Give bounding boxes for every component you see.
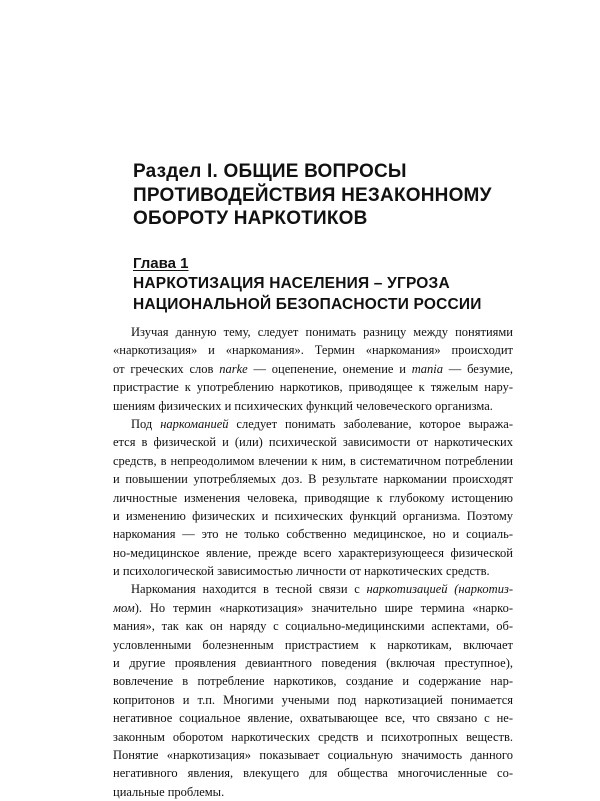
text-line: от греческих слов narke — оцепенение, онемение и mania — безумие, xyxy=(113,361,513,376)
text-line: пристрастие к употреблению наркотиков, приводящее к тяжелым нару- xyxy=(113,380,513,395)
section-title-line: Раздел I. ОБЩИЕ ВОПРОСЫ xyxy=(133,161,407,182)
text-line: и изменению физических и психических функций организма. Поэтому xyxy=(113,508,513,523)
text-line: Изучая данную тему, следует понимать разницу между понятиями xyxy=(131,325,513,339)
text-line: «наркотизация» и «наркомания». Термин «наркомания» происходит xyxy=(113,343,513,358)
text-line: и другие проявления девиантного поведения (включая преступное), xyxy=(113,656,513,671)
text-line: мом). Но термин «наркотизация» значительно шире термина «нарко- xyxy=(113,600,513,615)
body-text xyxy=(113,323,513,801)
text-line: средств, в непреодолимом влечении к ним, в систематичном потреблении xyxy=(113,453,513,468)
text-line: Понятие «наркотизация» показывает социальную значимость данного xyxy=(113,747,513,762)
italic-term: мом xyxy=(113,600,135,615)
chapter-title-line: НАЦИОНАЛЬНОЙ БЕЗОПАСНОСТИ РОССИИ xyxy=(133,296,482,313)
chapter-title xyxy=(133,273,573,315)
section-title xyxy=(133,160,573,231)
italic-term: наркотизацией (наркотиз- xyxy=(366,582,513,597)
text-line: законным оборотом наркотических средств и психотропных веществ. xyxy=(113,729,513,744)
text-line: ется в физической и (или) психической зависимости от наркотических xyxy=(113,435,513,450)
text-line: шениям физических и психических функций человеческого организма. xyxy=(113,398,493,413)
text-line: мания», так как он наряду с социально-медицинскими аспектами, об- xyxy=(113,619,513,634)
italic-term: mania xyxy=(411,361,443,376)
text-line: негативное социальное явление, охватывающее все, что связано с не- xyxy=(113,711,513,726)
text-line: негативного явления, влекущего для общества многочисленные со- xyxy=(113,766,513,781)
text-line: и психологической зависимостью личности от наркотических средств. xyxy=(113,564,490,579)
section-title-line: ОБОРОТУ НАРКОТИКОВ xyxy=(133,208,368,229)
text-line: личностные изменения человека, приводящие к глубокому истощению xyxy=(113,490,513,505)
italic-term: narke xyxy=(219,361,248,376)
italic-term: наркоманией xyxy=(160,416,229,431)
section-title-line: ПРОТИВОДЕЙСТВИЯ НЕЗАКОННОМУ xyxy=(133,184,492,206)
text-line: вовлечение в потребление наркотиков, создание и содержание нар- xyxy=(113,674,513,689)
text-line: циальные проблемы. xyxy=(113,784,225,799)
text-line: наркомания — это не только собственно медицинское, но и социаль- xyxy=(113,527,513,542)
chapter-label: Глава 1 xyxy=(133,255,189,272)
chapter-title-line: НАРКОТИЗАЦИЯ НАСЕЛЕНИЯ – УГРОЗА xyxy=(133,275,450,292)
text-line: Под наркоманией следует понимать заболевание, которое выража- xyxy=(131,416,513,431)
text-line: копритонов и т.п. Многими учеными под наркотизацией понимается xyxy=(113,692,513,707)
text-line: но-медицинское явление, прежде всего характеризующееся физической xyxy=(113,545,513,560)
text-line: и повышении употребляемых доз. В результате наркомании происходят xyxy=(113,472,513,487)
text-line: Наркомания находится в тесной связи с наркотизацией (наркотиз- xyxy=(131,582,513,597)
text-line: условленными болезненным пристрастием к наркотикам, включает xyxy=(113,637,513,652)
